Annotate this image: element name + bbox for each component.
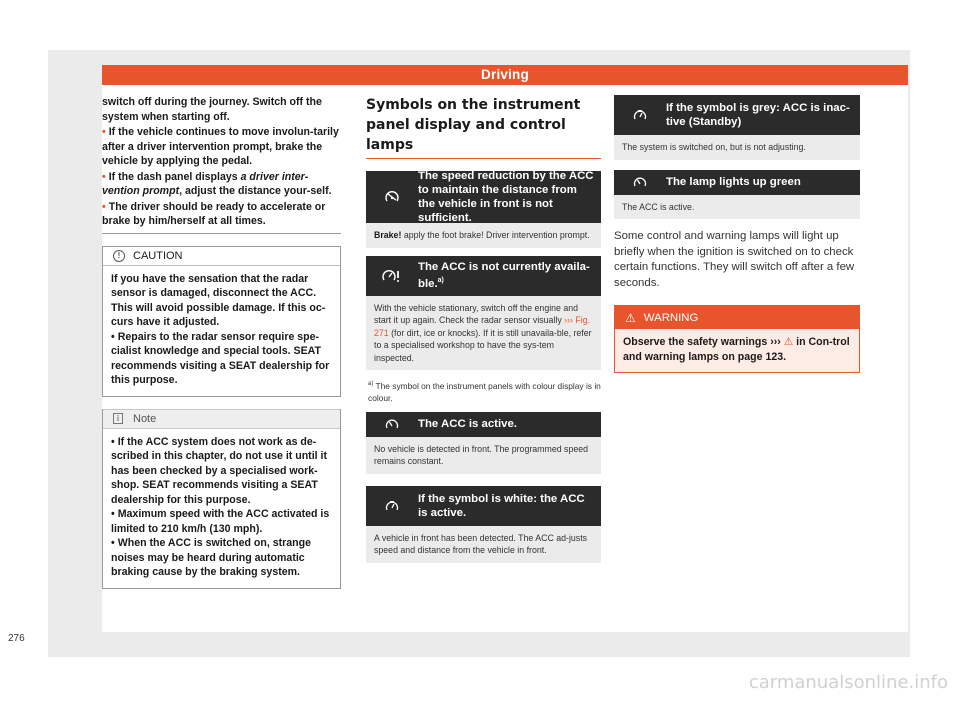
- acc-green-lamp-icon: [614, 176, 666, 188]
- info-icon: i: [113, 413, 123, 424]
- symbol-header: The ACC is active.: [366, 412, 601, 437]
- note-bullet: • Maximum speed with the ACC activated is limited to 210 km/h (130 mph).: [111, 508, 330, 535]
- symbol-block: [366, 486, 601, 563]
- symbol-block: [366, 412, 601, 474]
- divider: [102, 233, 341, 234]
- bullet-item: • If the dash panel displays a driver inter-vention prompt, adjust the distance your-self.: [102, 170, 332, 197]
- caution-body: If you have the sensation that the radar sensor is damaged, disconnect the ACC. This will avoid possible damage. If this oc-curs have it adjusted. • Repairs to the radar sensor require spe-cialist knowledge and special tools. SEAT recommends visiting a SEAT dealership for this purpose.: [111, 272, 330, 386]
- symbol-block: [366, 171, 601, 248]
- acc-active-icon: [366, 418, 418, 430]
- note-bullet: • When the ACC is switched on, strange noises may be heard during automatic braking cause by the braking system.: [111, 537, 311, 578]
- column-middle: [366, 95, 601, 563]
- symbol-description: The ACC is active.: [614, 195, 860, 220]
- bullet-dot-icon: •: [111, 330, 115, 343]
- symbol-block: [366, 256, 601, 371]
- bullet-item: • If the vehicle continues to move involun-tarily after a driver intervention prompt, brake the vehicle by applying the pedal.: [102, 126, 339, 167]
- page-number: 276: [8, 633, 25, 644]
- body-paragraph: Some control and warning lamps will light up briefly when the ignition is switched on to check certain functions. They will switch off after a few seconds.: [614, 230, 855, 289]
- intro-text: switch off during the journey. Switch off the system when starting off.: [102, 96, 322, 123]
- symbol-header: If the symbol is white: the ACC is active.: [366, 486, 601, 526]
- bullet-dot-icon: •: [102, 126, 106, 138]
- warning-triangle-icon: ⚠: [783, 336, 794, 348]
- symbol-header: If the symbol is grey: ACC is inac-tive (Standby): [614, 95, 860, 135]
- symbol-block: [614, 95, 860, 160]
- bullet-dot-icon: •: [111, 508, 115, 520]
- symbol-block: [614, 170, 860, 220]
- footnote: $^{a)}$ The symbol on the instrument panels with colour display is in colour.: [368, 380, 601, 403]
- warning-header: ⚠ WARNING: [615, 306, 859, 329]
- acc-unavailable-icon: [366, 269, 418, 283]
- note-body: [103, 429, 340, 588]
- watermark: carmanualsonline.info: [748, 672, 948, 693]
- warning-body: Observe the safety warnings ››› ⚠ in Con-trol and warning lamps on page 123.: [615, 329, 859, 372]
- symbol-description: A vehicle in front has been detected. The ACC ad-justs speed and distance from the vehicle in front.: [366, 526, 601, 563]
- acc-vehicle-ahead-icon: [366, 500, 418, 512]
- title-rule: [366, 158, 601, 159]
- column-right: [614, 95, 860, 373]
- symbol-header: The ACC is not currently availa-ble.$^{a)}$: [366, 256, 601, 296]
- bullet-dot-icon: •: [102, 170, 106, 183]
- acc-brake-warning-icon: [366, 190, 418, 204]
- bullet-dot-icon: •: [111, 537, 115, 549]
- caution-header: ! CAUTION: [103, 246, 340, 266]
- warning-box: [614, 305, 860, 373]
- column-left: [102, 95, 341, 589]
- page-sheet: [8, 50, 910, 657]
- symbol-description: The system is switched on, but is not adjusting.: [614, 135, 860, 160]
- warning-triangle-icon: ⚠: [625, 310, 636, 325]
- figure-link[interactable]: ››› Fig. 271: [374, 315, 591, 338]
- bullet-dot-icon: •: [102, 200, 106, 213]
- caution-icon: !: [113, 250, 125, 262]
- symbol-description: With the vehicle stationary, switch off the engine and start it up again. Check the radar sensor visually ››› Fig. 271 (for dirt, ice or knocks). If it is still unavaila-ble, refer to a specialised workshop to have the sys-tem inspected.: [366, 296, 601, 371]
- bullet-item: • The driver should be ready to accelerate or brake by him/herself at all times.: [102, 200, 326, 227]
- note-header: i Note: [103, 409, 340, 429]
- symbol-header: The lamp lights up green: [614, 170, 860, 195]
- section-header: Driving: [102, 65, 908, 85]
- symbol-description: No vehicle is detected in front. The programmed speed remains constant.: [366, 437, 601, 474]
- note-bullet: • If the ACC system does not work as de-scribed in this chapter, do not use it until it has been checked by a specialised work-shop. SEAT recommends visiting a SEAT dealership for this purpose.: [111, 435, 328, 506]
- symbol-header: The speed reduction by the ACC to maintain the distance from the vehicle in front is not sufficient.: [366, 171, 601, 223]
- manual-page: [102, 65, 908, 632]
- symbol-description: Brake! apply the foot brake! Driver intervention prompt.: [366, 223, 601, 248]
- note-box: [102, 409, 341, 589]
- caution-box: [102, 246, 341, 397]
- section-title: Symbols on the instrument panel display and control lamps: [366, 97, 581, 153]
- acc-standby-icon: [614, 109, 666, 121]
- bullet-dot-icon: •: [111, 435, 115, 448]
